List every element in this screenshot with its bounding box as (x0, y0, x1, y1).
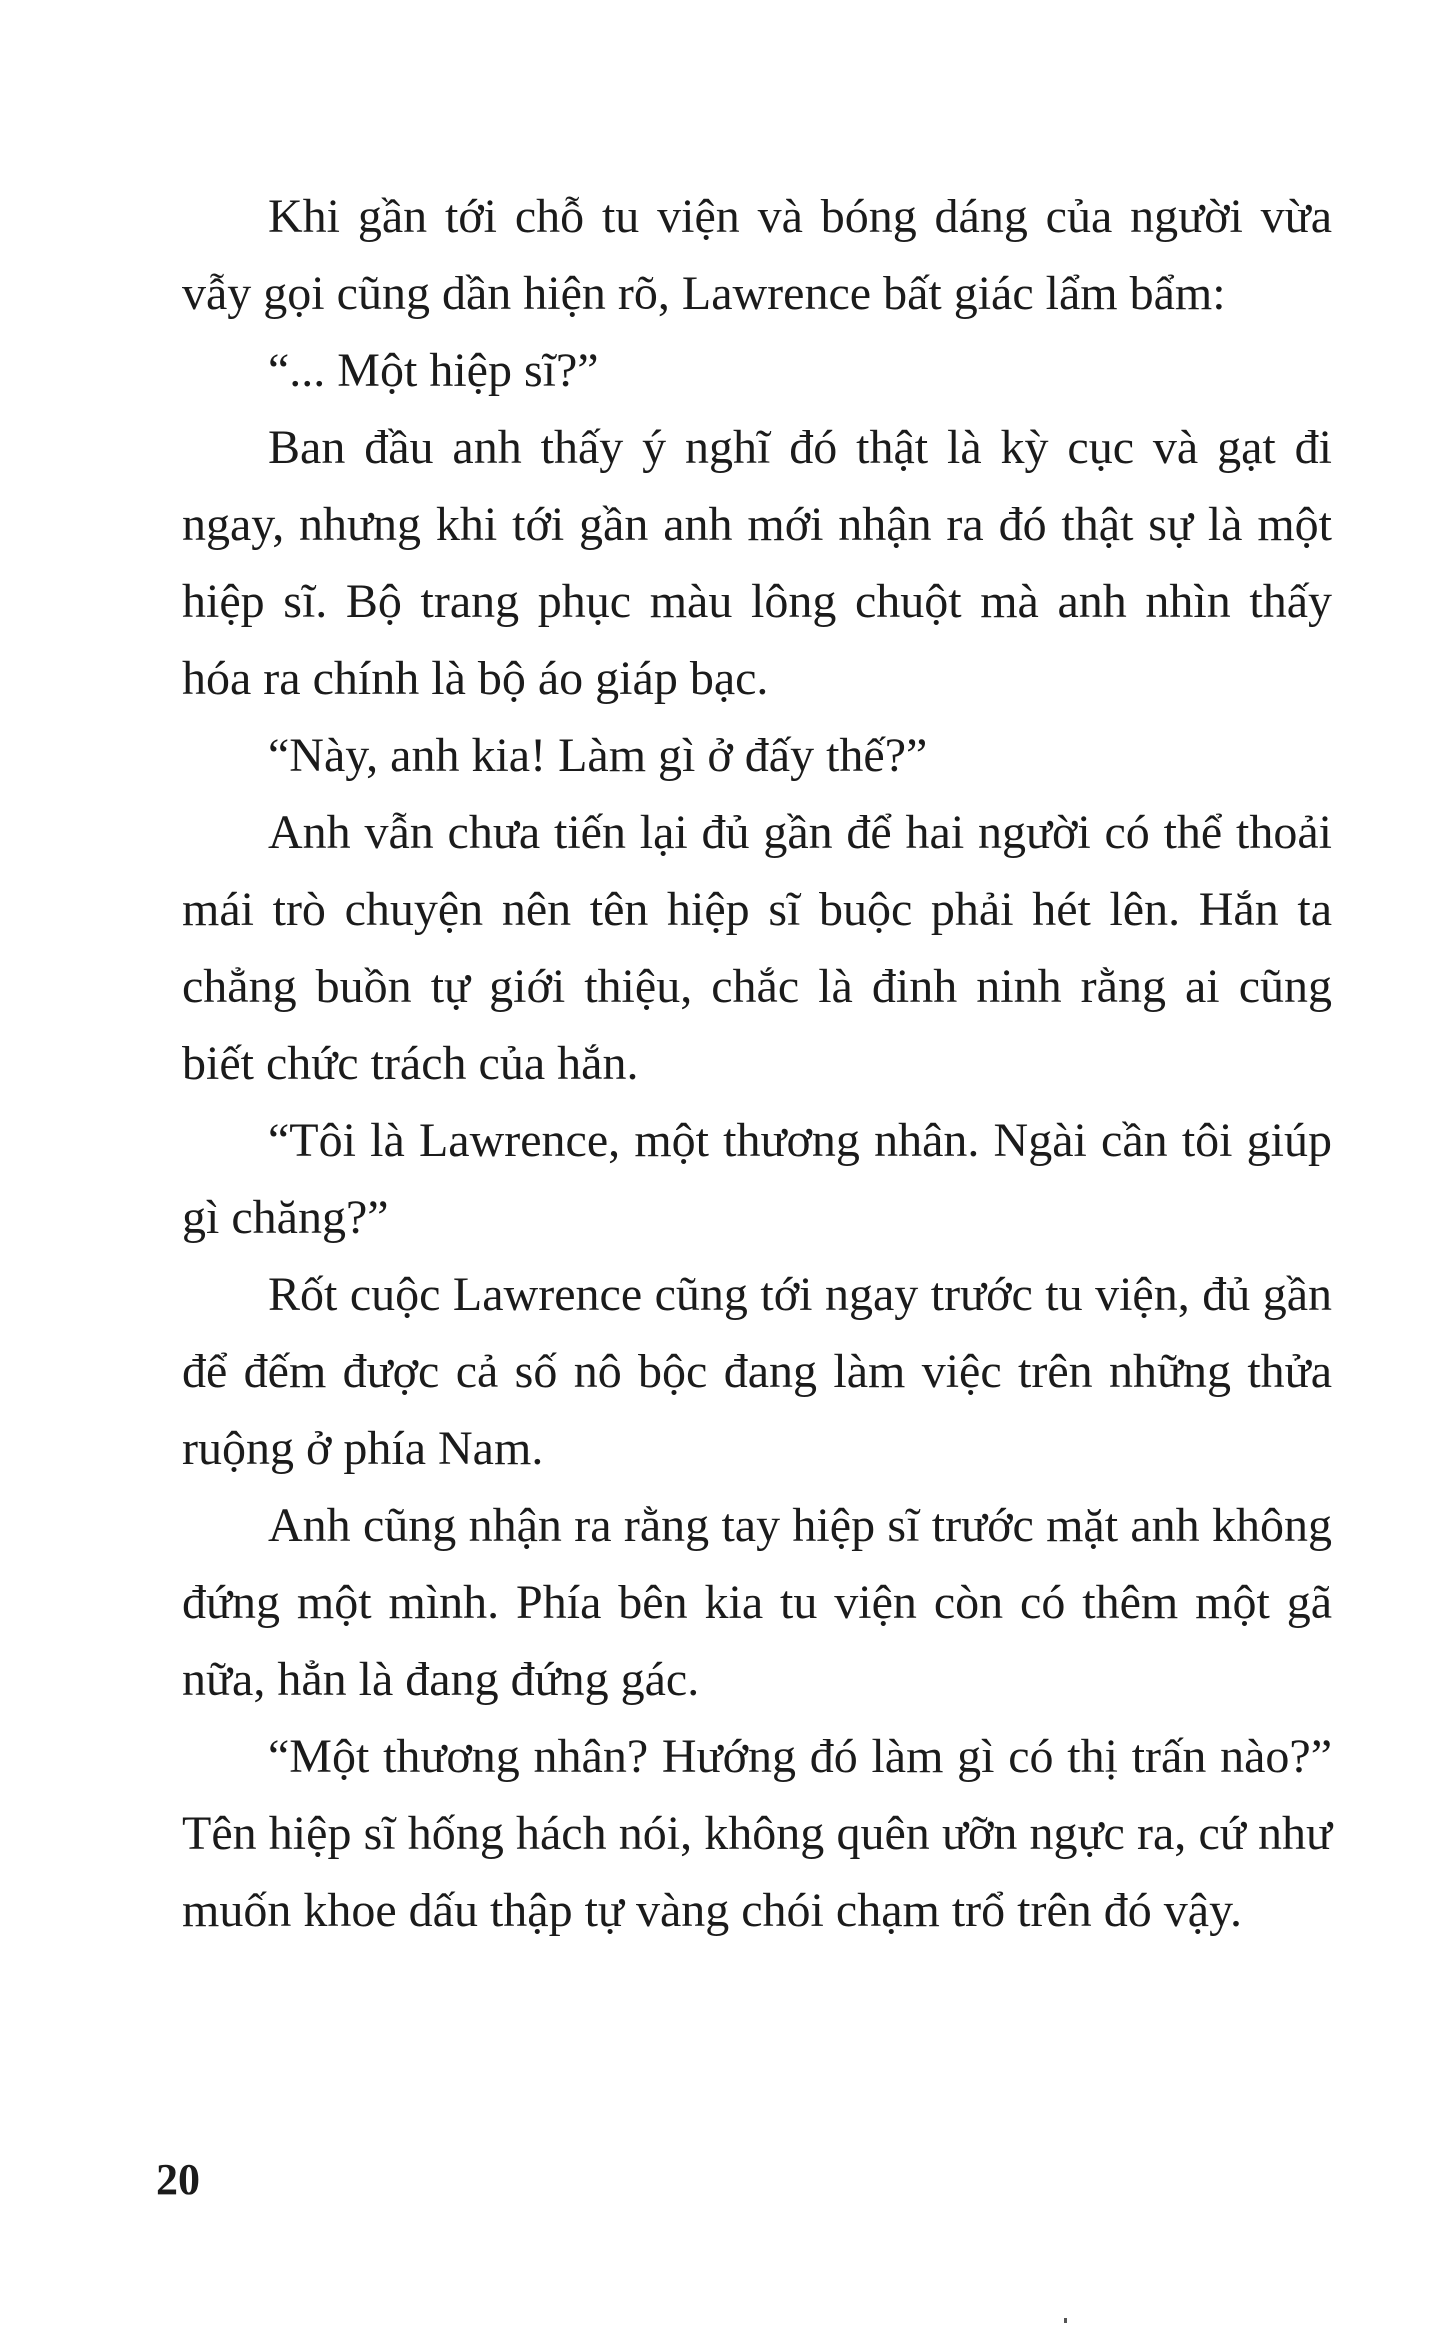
paragraph: “... Một hiệp sĩ?” (268, 344, 599, 397)
paragraph: “Tôi là Lawrence, một thương nhân. Ngài cần tôi giúp gì chăng?” (182, 1114, 1332, 1244)
paragraph: Anh cũng nhận ra rằng tay hiệp sĩ trước mặt anh không đứng một mình. Phía bên kia tu viện còn có thêm một gã nữa, hẳn là đang đứng gác. (182, 1499, 1332, 1706)
body-text (182, 178, 1332, 1949)
page-number: 20 (156, 2155, 200, 2204)
paragraph: “Này, anh kia! Làm gì ở đấy thế?” (268, 729, 928, 782)
paragraph: Khi gần tới chỗ tu viện và bóng dáng của người vừa vẫy gọi cũng dần hiện rõ, Lawrence bất giác lẩm bẩm: (182, 190, 1332, 320)
paragraph: Anh vẫn chưa tiến lại đủ gần để hai người có thể thoải mái trò chuyện nên tên hiệp sĩ buộc phải hét lên. Hắn ta chẳng buồn tự giới thiệu, chắc là đinh ninh rằng ai cũng biết chức trách của hắn. (182, 806, 1332, 1090)
scan-speck (1064, 2318, 1067, 2323)
paragraph: Ban đầu anh thấy ý nghĩ đó thật là kỳ cục và gạt đi ngay, nhưng khi tới gần anh mới nhận ra đó thật sự là một hiệp sĩ. Bộ trang phục màu lông chuột mà anh nhìn thấy hóa ra chính là bộ áo giáp bạc. (182, 421, 1332, 705)
paragraph: “Một thương nhân? Hướng đó làm gì có thị trấn nào?” Tên hiệp sĩ hống hách nói, không quên ưỡn ngực ra, cứ như muốn khoe dấu thập tự vàng chói chạm trổ trên đó vậy. (182, 1730, 1332, 1937)
paragraph: Rốt cuộc Lawrence cũng tới ngay trước tu viện, đủ gần để đếm được cả số nô bộc đang làm việc trên những thửa ruộng ở phía Nam. (182, 1268, 1332, 1475)
